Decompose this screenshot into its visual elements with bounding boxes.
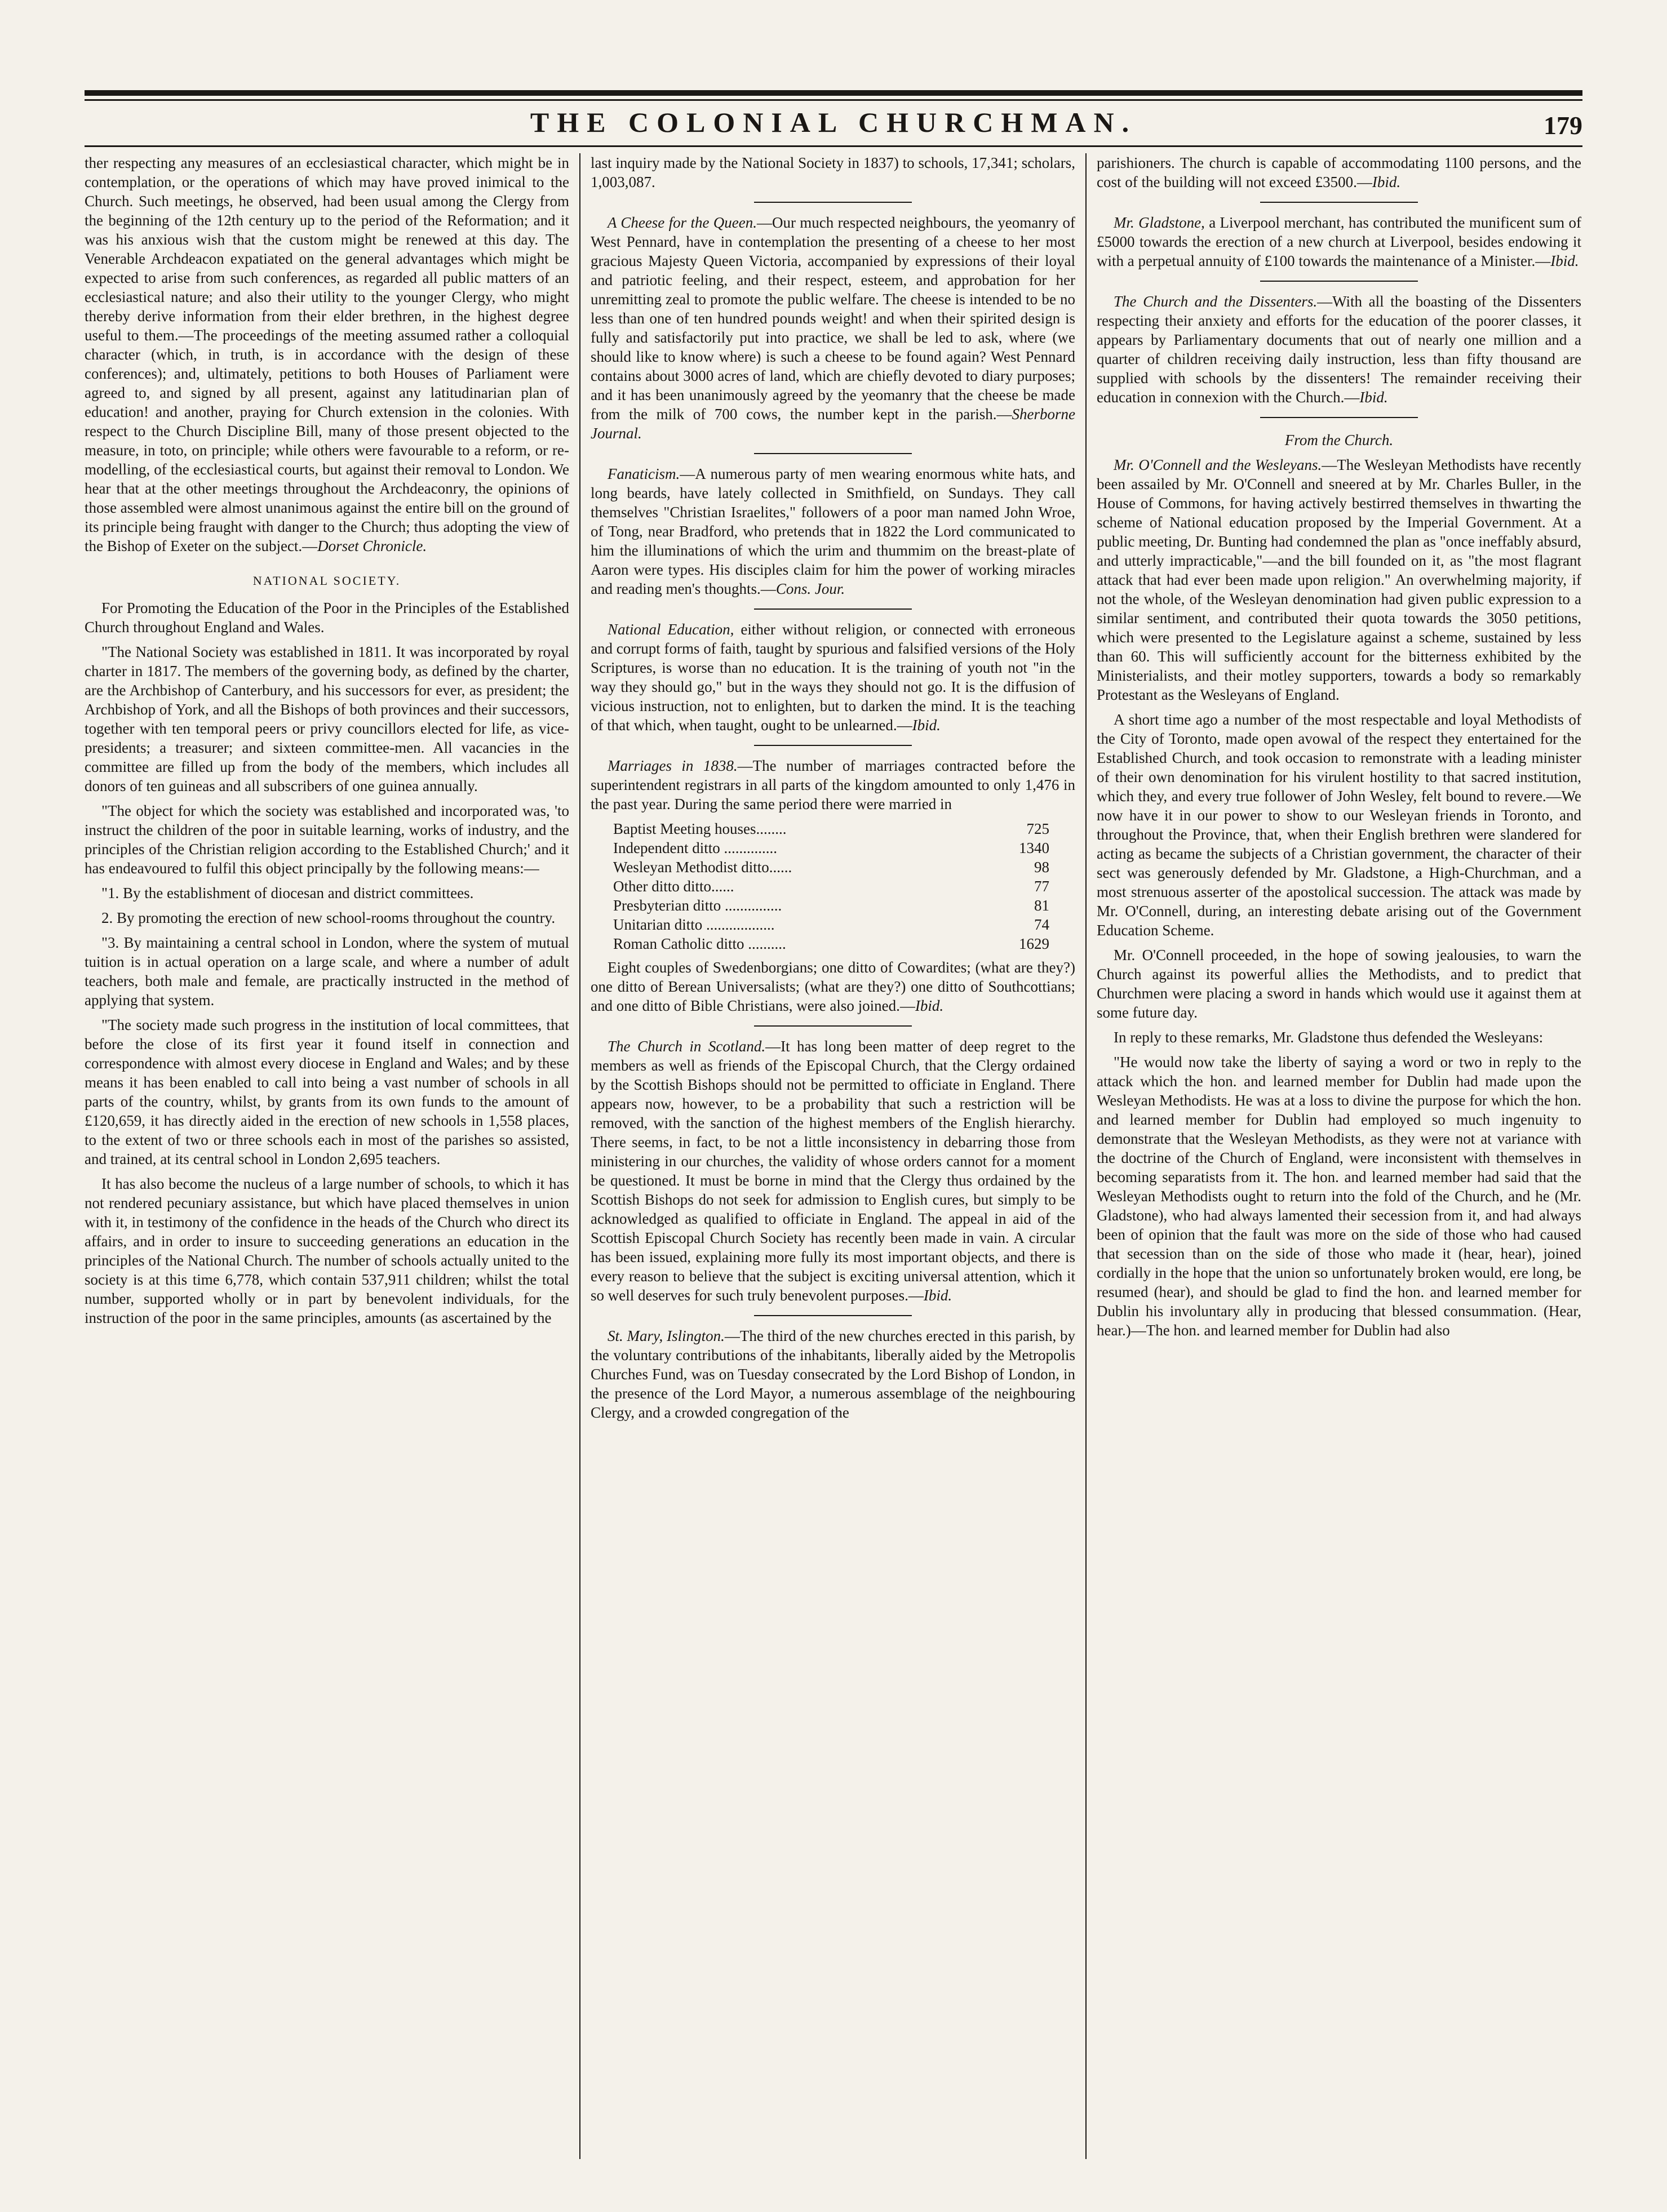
column-middle (591, 153, 1075, 2159)
page-title: THE COLONIAL CHURCHMAN. (530, 106, 1137, 138)
article-paragraph: Mr. O'Connell and the Wesleyans.—The Wesleyan Methodists have recently been assailed by Mr. O'Connell and sneered at by Mr. Charles Buller, in the House of Commons, for having actively bestirred themselves in thwarting the scheme of National education proposed by the Imperial Government. At a public meeting, Dr. Bunting had condemned the plan as "once ineffably absurd, and utterly impracticable,"—and the bill founded on it, as "the most flagrant attack that had ever been made upon religion." An overwhelming majority, if not the whole, of the Wesleyan denomination had given public expression to a similar sentiment, and contributed their quota towards the 3050 petitions, which were presented to the Legislature against a scheme, sustained by less than 60. This will sufficiently account for the bitterness exhibited by the Ministerialists, and their motley supporters, towards a body so remarkably Protestant as the Wesleyans of England. (1097, 456, 1581, 703)
article-lead: St. Mary, Islington. (608, 1327, 725, 1344)
masthead-rule-thick (85, 90, 1582, 96)
article-source: Cons. Jour. (775, 580, 845, 597)
article-lead: The Church in Scotland. (608, 1038, 766, 1055)
separator-rule (1260, 281, 1418, 282)
article-paragraph: The Church and the Dissenters.—With all the boasting of the Dissenters respecting their anxiety and efforts for the education of the poorer classes, it appears by Parliamentary documents that out of nearly one million and a quarter of children receiving daily instruction, less than fifty thousand are supplied with schools by the dissenters! The remainder receiving their education in connexion with the Church.—Ibid. (1097, 293, 1581, 406)
article-paragraph: The Church in Scotland.—It has long been matter of deep regret to the members as well as friends of the Episcopal Church, that the Clergy ordained by the Scottish Bishops should not be permitted to officiate in England. There appears now, however, to be a probability that such a restriction will be removed, with the sanction of the highest members of the English hierarchy. There seems, in fact, to be not a little inconsistency in debarring those from ministering in our churches, the validity of whose orders cannot for a moment be questioned. It must be borne in mind that the Clergy thus ordained by the Scottish Bishops do not seek for admission to English cures, but simply to be acknowledged as qualified to officiate in England. The appeal in aid of the Scottish Episcopal Church Society has recently been made in vain. A circular has been issued, explaining more fully its most important objects, and there is every reason to believe that the subject is exciting universal attention, which it so well deserves for such truly benevolent purposes.—Ibid. (591, 1038, 1075, 1304)
article-paragraph: Fanaticism.—A numerous party of men wearing enormous white hats, and long beards, have lately collected in Smithfield, on Sundays. They call themselves "Christian Israelites," followers of a poor man named John Wroe, of Tong, near Bradford, who pretends that in 1822 the Lord communicated to him the illuminations of which the urim and thummim on the breast-plate of Aaron were types. His disciples claim for him the power of working miracles and reading men's thoughts.—Cons. Jour. (591, 465, 1075, 597)
article-paragraph: 2. By promoting the erection of new school-rooms throughout the country. (101, 909, 556, 926)
masthead-underline (85, 145, 1582, 147)
article-source: Sherborne Journal. (591, 406, 1075, 442)
article-paragraph: "3. By maintaining a central school in London, where the system of mutual tuition is in actual operation on a large scale, and where a number of adult teachers, both male and female, are practically instructed in the method of applying that system. (85, 934, 569, 1009)
article-paragraph: Mr. O'Connell proceeded, in the hope of sowing jealousies, to warn the Church against its powerful allies the Methodists, and to predict that Churchmen were placing a sword in hands which would use it against them at some future day. (1097, 947, 1581, 1021)
article-paragraph: "He would now take the liberty of saying a word or two in reply to the attack which the hon. and learned member for Dublin had made upon the Wesleyan Methodists. He was at a loss to divine the purpose for which the hon. and learned member for Dublin had employed so much ingenuity to demonstrate that the Wesleyan Methodists, as they were not at variance with the doctrine of the Church of England, were inconsistent with themselves in becoming separatists from it. The hon. and learned member had said that the Wesleyan Methodists ought to return into the fold of the Church, and he (Mr. Gladstone), who had always lamented their secession from it, and had always been of opinion that the fault was more on the side of those who had caused that secession than on the side of those who made it (hear, hear), joined cordially in the hope that the union so unfortunately broken would, ere long, be resumed (hear), and should be glad to find the hon. and learned member for Dublin his involuntary ally in producing that blessed consummation. (Hear, hear.)—The hon. and learned member for Dublin had also (1097, 1054, 1581, 1339)
article-paragraph: St. Mary, Islington.—The third of the new churches erected in this parish, by the voluntary contributions of the inhabitants, liberally aided by the Metropolis Churches Fund, was on Tuesday consecrated by the Lord Bishop of London, in the presence of the Lord Mayor, a numerous assemblage of the neighbouring Clergy, and a crowded congregation of the (591, 1327, 1075, 1421)
table-row: Roman Catholic ditto .......... 1629 (613, 935, 1049, 952)
table-row: Other ditto ditto...... 77 (613, 878, 1049, 895)
separator-rule (754, 453, 912, 454)
page-number: 179 (1544, 111, 1582, 140)
table-row: Presbyterian ditto ............... 81 (613, 897, 1049, 914)
article-paragraph: ther respecting any measures of an ecclesiastical character, which might be in contemplation, or the operations of which may have proved inimical to the Church. Such meetings, he observed, had been usual among the Clergy from the beginning of the 12th century up to the period of the Reformation; and it was his anxious wish that the custom might be renewed at this day. The Venerable Archdeacon expatiated on the general advantages which might be expected to arise from such conferences, as regarded all public matters of an ecclesiastical nature; and also their utility to the younger Clergy, who might thereby derive information from their elder brethren, in the highest degree useful to them.—The proceedings of the meeting assumed rather a colloquial character (which, in truth, is in accordance with the design of these conferences); and, ultimately, petitions to both Houses of Parliament were agreed to, and signed by all present, against any latitudinarian plan of education! and another, praying for Church extension in the colonies. With respect to the Church Discipline Bill, many of those present objected to the measure, in toto, on principle; while others were favourable to a reform, or re-modelling, of the ecclesiastical courts, but against their removal to London. We hear that at the other meetings throughout the Archdeaconry, the opinions of those assembled were almost unanimous against the entire bill on the ground of its principle being fraught with danger to the Church; thus adopting the view of the Bishop of Exeter on the subject.—Dorset Chronicle. (85, 154, 569, 554)
article-lead: A Cheese for the Queen. (608, 214, 757, 231)
table-row: Unitarian ditto .................. 74 (613, 916, 1049, 933)
article-paragraph: "The society made such progress in the institution of local committees, that before the close of its first year it found itself in connection and correspondence with almost every diocese in England and Wales; and by these means it has been enabled to call into being a vast number of schools in all parts of the country, whilst, by grants from its own funds to the amount of £120,659, it has directly aided in the erection of new schools in 1,558 places, to the extent of two or three schools each in most of the parishes so assisted, and trained, at its central school in London 2,695 teachers. (85, 1016, 569, 1167)
marriages-table (613, 819, 1049, 953)
article-paragraph: parishioners. The church is capable of accommodating 1100 persons, and the cost of the building will not exceed £3500.—Ibid. (1097, 154, 1581, 190)
article-paragraph: Mr. Gladstone, a Liverpool merchant, has contributed the munificent sum of £5000 towards the erection of a new church at Liverpool, besides endowing it with a perpetual annuity of £100 towards the maintenance of a Minister.—Ibid. (1097, 214, 1581, 269)
separator-rule (1260, 417, 1418, 418)
article-source: Ibid. (915, 997, 944, 1014)
article-source: Ibid. (1359, 389, 1388, 406)
article-source: Ibid. (1550, 252, 1579, 269)
article-paragraph: It has also become the nucleus of a large number of schools, to which it has not rendered pecuniary assistance, but which have placed themselves in union with it, in testimony of the confidence in the heads of the Church who direct its affairs, and in order to insure to succeeding generations an education in the principles of the National Church. The number of schools actually united to the society is at this time 6,778, which contain 537,911 children; whilst the total number, supported wholly or in part by benevolent individuals, for the instruction of the poor in the same principles, amounts (as ascertained by the (85, 1175, 569, 1326)
article-lead: National Education, (608, 621, 734, 638)
separator-rule (754, 608, 912, 610)
article-source: Ibid. (923, 1287, 952, 1304)
section-heading: From the Church. (1284, 432, 1394, 448)
article-lead: Marriages in 1838. (608, 757, 738, 774)
article-lead: The Church and the Dissenters. (1114, 293, 1318, 310)
article-lead: Fanaticism. (608, 465, 680, 482)
article-lead: Mr. Gladstone, (1114, 214, 1205, 231)
column-left (85, 153, 569, 2159)
article-lead: Mr. O'Connell and the Wesleyans. (1114, 456, 1322, 473)
separator-rule (1260, 202, 1418, 203)
article-paragraph: "The object for which the society was established and incorporated was, 'to instruct the children of the poor in suitable learning, works of industry, and the principles of the Christian religion according to the Established Church;' and it has endeavoured to fulfil this object principally by the following means:— (85, 802, 569, 877)
article-paragraph: A short time ago a number of the most respectable and loyal Methodists of the City of Toronto, made open avowal of the respect they entertained for the Established Church, and took occasion to remonstrate with a leading minister of their own denomination for his virulent hostility to that sacred institution, which they, and every true follower of John Wesley, felt bound to revere.—We now have it in our power to show to our Wesleyan friends in Toronto, and throughout the Province, that, when their English brethren were slandered for acting as became the subjects of a Christian government, the character of their sect was generously defended by Mr. Gladstone, a High-Churchman, and a most strenuous asserter of the apostolical succession. The attack was made by Mr. O'Connell, during, an interesting debate arising out of the Government Education Scheme. (1097, 711, 1581, 939)
article-paragraph: "1. By the establishment of diocesan and district committees. (101, 885, 474, 901)
separator-rule (754, 1315, 912, 1316)
article-source: Ibid. (1372, 174, 1401, 190)
table-row: Wesleyan Methodist ditto...... 98 (613, 859, 1049, 876)
article-paragraph: For Promoting the Education of the Poor in the Principles of the Established Church throughout England and Wales. (85, 599, 569, 636)
article-paragraph: "The National Society was established in 1811. It was incorporated by royal charter in 1817. The members of the governing body, as defined by the charter, are the Archbishop of Canterbury, and his successors for ever, as president; the Archbishop of York, and all the Bishops of both provinces and their successors, together with ten temporal peers or privy councillors elected for life, as vice-presidents; a treasurer; and sixteen committee-men. All vacancies in the committee are filled up from the body of the members, which includes all donors of ten guineas and all subscribers of one guinea annually. (85, 643, 569, 794)
article-paragraph: Marriages in 1838.—The number of marriages contracted before the superintendent registrars in all parts of the kingdom amounted to only 1,476 in the past year. During the same period there were married in (591, 757, 1075, 812)
separator-rule (754, 745, 912, 746)
column-divider (579, 153, 580, 2159)
table-row: Baptist Meeting houses........ 725 (613, 820, 1049, 837)
separator-rule (754, 1025, 912, 1027)
article-source: Ibid. (912, 717, 941, 734)
table-row: Independent ditto .............. 1340 (613, 840, 1049, 856)
column-divider (1085, 153, 1087, 2159)
article-paragraph: A Cheese for the Queen.—Our much respected neighbours, the yeomanry of West Pennard, have in contemplation the presenting of a cheese to her most gracious Majesty Queen Victoria, accompanied by expressions of their loyal and patriotic feeling, and their respect, esteem, and approbation for her unremitting zeal to promote the public welfare. The cheese is intended to be no less than one of ten hundred pounds weight! and when their spirited design is fully and satisfactorily put into practice, we shall be led to ask, where (we should like to know where) is such a cheese to be found again? West Pennard contains about 3000 acres of land, which are chiefly devoted to diary purposes; and it has been unanimously agreed by the yeomanry that the cheese be made from the milk of 700 cows, the number kept in the parish.—Sherborne Journal. (591, 214, 1075, 442)
article-paragraph: last inquiry made by the National Society in 1837) to schools, 17,341; scholars, 1,003,087. (591, 154, 1075, 190)
section-heading: NATIONAL SOCIETY. (252, 574, 401, 588)
article-paragraph: National Education, either without religion, or connected with erroneous and corrupt forms of faith, taught by spurious and falsified versions of the Holy Scriptures, is worse than no education. It is the training of youth not "in the way they should go," but in the ways they should not go. It is the diffusion of vicious instruction, not to enlighten, but to darken the mind. It is the teaching of that which, when taught, ought to be unlearned.—Ibid. (591, 621, 1075, 734)
column-right (1097, 153, 1581, 2159)
masthead-rule-thin (85, 99, 1582, 101)
article-paragraph: Eight couples of Swedenborgians; one ditto of Cowardites; (what are they?) one ditto of Berean Universalists; (what are they?) one ditto of Southcottians; and one ditto of Bible Christians, were also joined.—Ibid. (591, 959, 1075, 1014)
article-paragraph: In reply to these remarks, Mr. Gladstone thus defended the Wesleyans: (1114, 1029, 1544, 1046)
separator-rule (754, 202, 912, 203)
article-source: Dorset Chronicle. (317, 538, 427, 554)
